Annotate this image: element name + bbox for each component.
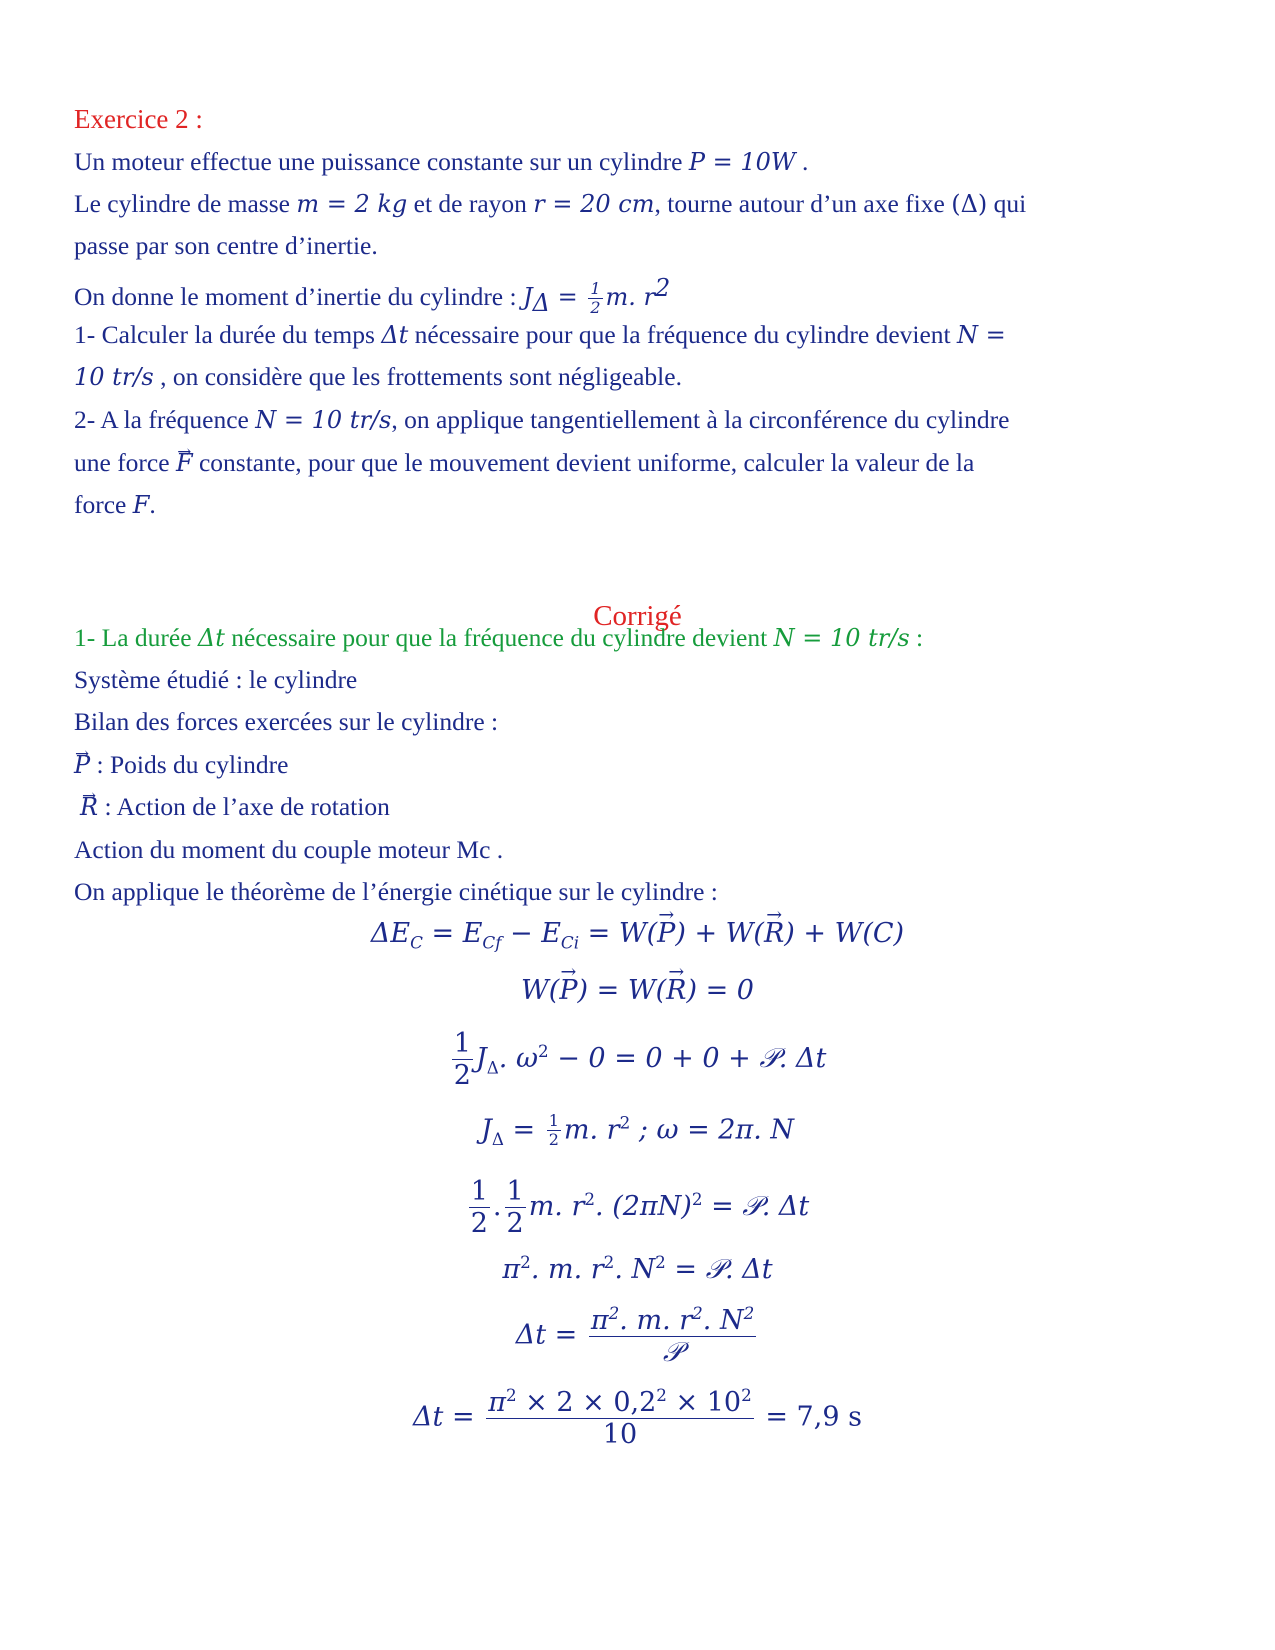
statement-line-1: Un moteur effectue une puissance constante sur un cylindre P = 10W . [74,147,809,176]
reaction-vector: → R [80,791,98,823]
exercise-title: Exercice 2 : [74,104,203,134]
equation-numeric-result: Δt = $\frac{\pi^2 \times 2 \times 0,2^2 \times 10^2}{10}$ = 7,9 s [413,1385,862,1451]
inertia-formula: $J_\Delta$ = $\frac{1}{2}$ m. $r^2$ [522,274,671,317]
equation-simplified: $\pi^2$. m. $r^2$. $N^2$ = 𝒫. Δt [502,1252,773,1285]
statement-line-3: passe par son centre d’inertie. [74,231,378,260]
corrige-title: Corrigé [593,600,682,632]
force-reaction: → R : Action de l’axe de rotation [80,791,390,823]
power-value: P = 10W [688,148,796,176]
statement-line-4: On donne le moment d’inertie du cylindre : $J_\Delta$ = $\frac{1}{2}$ m. $r^2$ [74,274,671,317]
question-2: 2- A la fréquence N = 10 tr/s, on applique tangentiellement à la circonférence du cylindre [74,405,1010,434]
question-2-cont: une force → F constante, pour que le mouvement devient uniforme, calculer la valeur de la [74,447,974,479]
force-vector-F: → F [176,447,193,479]
system-studied: Système étudié : le cylindre [74,665,358,694]
statement-line-2: Le cylindre de masse m = 2 kg et de rayon r = 20 cm, tourne autour d’un axe fixe (Δ) qui [74,189,1027,218]
equation-energy-theorem: $\Delta E_C = E_{Cf} - E_{Ci} = W(\to P) + W(\to R) + W(C)$ [0,918,1275,952]
theorem-statement: On applique le théorème de l’énergie cinétique sur le cylindre : [74,877,718,906]
equation-zero-work: W(→ P) = W(→ R) = 0 [0,975,1275,1006]
question-2-end: force F. [74,490,156,519]
axis-symbol: (Δ) [951,190,988,218]
forces-assessment: Bilan des forces exercées sur le cylindre : [74,707,499,736]
result-value: = 7,9 s [756,1401,862,1433]
radius-value: r = 20 cm [533,190,655,218]
equation-kinetic: $\frac{1}{2}$ $J_\Delta$. $\omega^2 - 0 = 0 + 0$ + 𝒫. Δt [453,1028,827,1092]
question-1: 1- Calculer la durée du temps Δt nécessaire pour que la fréquence du cylindre devient N = [74,320,1006,349]
corrige-heading: 1- La durée Δt nécessaire pour que la fréquence du cylindre devient N = 10 tr/s : [74,623,924,652]
force-weight: → P : Poids du cylindre [74,749,288,781]
equation-delta-t: Δt = $\frac{\pi^2. m. r^2. N^2}{\text{𝒫}}$ [515,1303,755,1369]
equation-inertia-omega: $J_\Delta$ = $\frac{1}{2}$ m. $r^2$ ; ω = 2π. N [480,1111,795,1150]
motor-couple: Action du moment du couple moteur Mc . [74,835,504,864]
weight-vector: → P [74,749,90,781]
equation-substitution: $\frac{1}{2}$ . $\frac{1}{2}$ m. $r^2$. $(2\pi N)^2$ = 𝒫. Δt [470,1176,810,1240]
mass-value: m = 2 kg [296,190,408,218]
question-1-cont: 10 tr/s , on considère que les frottements sont négligeable. [74,362,682,391]
